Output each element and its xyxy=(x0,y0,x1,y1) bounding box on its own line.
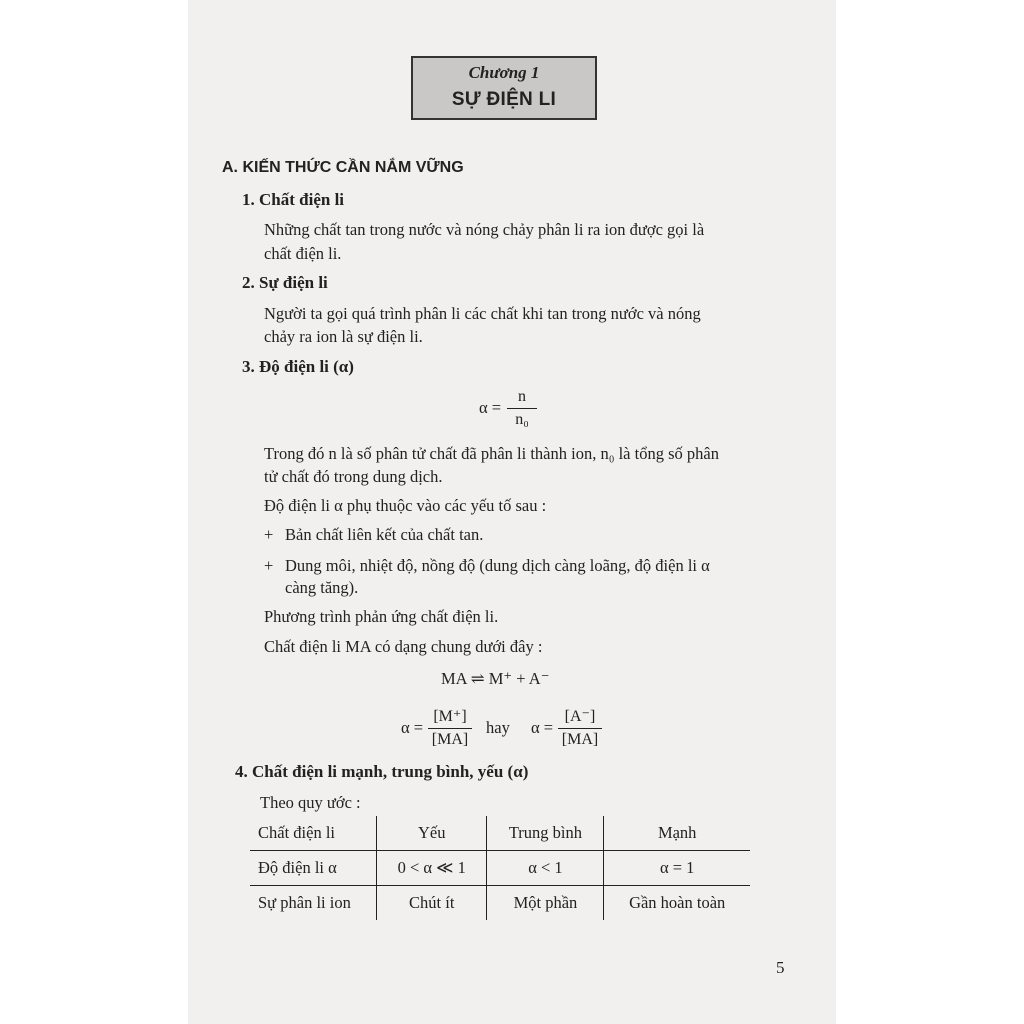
bullet1-mark: + xyxy=(264,525,274,544)
item4-heading: 4. Chất điện li mạnh, trung bình, yếu (α) xyxy=(235,762,529,781)
chapter-title: SỰ ĐIỆN LI xyxy=(451,89,557,110)
table-header-cell: Trung bình xyxy=(487,816,604,851)
fraction-bar xyxy=(428,728,472,729)
item1-line1: Những chất tan trong nước và nóng chảy phân li ra ion được gọi là xyxy=(264,220,705,239)
alpha-lhs-1: α = xyxy=(401,718,424,737)
table-header-cell: Chất điện li xyxy=(250,816,377,851)
table-row xyxy=(250,851,750,886)
electrolyte-table xyxy=(250,816,750,920)
page-number: 5 xyxy=(776,958,785,977)
table-cell: Sự phân li ion xyxy=(258,893,351,912)
table-header-cell: Mạnh xyxy=(604,816,750,851)
equilibrium-equation: MA ⇌ M⁺ + A⁻ xyxy=(441,669,550,688)
equation-intro: Phương trình phản ứng chất điện li. xyxy=(264,607,499,626)
table-header-row xyxy=(250,816,750,851)
cation-denominator: [MA] xyxy=(431,731,469,748)
bullet2-line1: Dung môi, nhiệt độ, nồng độ (dung dịch càng loãng, độ điện li α xyxy=(285,556,710,575)
fraction-bar xyxy=(507,408,537,409)
alpha-fraction-cation xyxy=(428,706,472,749)
table-cell: α = 1 xyxy=(604,851,750,886)
cation-numerator: [M⁺] xyxy=(433,708,467,725)
item2-line1: Người ta gọi quá trình phân li các chất khi tan trong nước và nóng xyxy=(264,304,701,323)
chapter-label: Chương 1 xyxy=(468,63,540,82)
alpha-fraction-anion xyxy=(558,706,602,749)
chapter-header-box xyxy=(411,56,597,120)
bullet2-line2: càng tăng). xyxy=(285,578,359,597)
alpha-fraction-denominator: n₀ xyxy=(515,411,529,428)
table-cell: Gần hoàn toàn xyxy=(604,886,750,921)
anion-denominator: [MA] xyxy=(561,731,599,748)
section-a-heading: A. KIẾN THỨC CẦN NẮM VỮNG xyxy=(222,159,464,176)
item3-heading: 3. Độ điện li (α) xyxy=(242,357,354,376)
hay-word: hay xyxy=(486,718,510,737)
ma-intro: Chất điện li MA có dạng chung dưới đây : xyxy=(264,637,543,656)
anion-numerator: [A⁻] xyxy=(564,708,596,725)
bullet2-mark: + xyxy=(264,556,274,575)
item3-explain-line2: tử chất đó trong dung dịch. xyxy=(264,467,443,486)
item2-line2: chảy ra ion là sự điện li. xyxy=(264,327,423,346)
bullet1-text: Bản chất liên kết của chất tan. xyxy=(285,525,484,544)
alpha-formula-lhs: α = xyxy=(479,398,502,417)
table-cell: α < 1 xyxy=(487,851,604,886)
item1-heading: 1. Chất điện li xyxy=(242,190,345,209)
table-header-cell: Yếu xyxy=(377,816,487,851)
table-cell: 0 < α ≪ 1 xyxy=(377,851,487,886)
item2-heading: 2. Sự điện li xyxy=(242,273,328,292)
alpha-fraction xyxy=(507,388,537,429)
item3-factors-intro: Độ điện li α phụ thuộc vào các yếu tố sau : xyxy=(264,496,547,515)
table-cell: Một phần xyxy=(487,886,604,921)
alpha-fraction-numerator: n xyxy=(518,388,526,405)
table-row xyxy=(250,886,750,921)
fraction-bar xyxy=(558,728,602,729)
item4-intro: Theo quy ước : xyxy=(260,793,361,812)
item1-line2: chất điện li. xyxy=(264,244,342,263)
alpha-lhs-2: α = xyxy=(531,718,554,737)
item3-explain-line1: Trong đó n là số phân tử chất đã phân li thành ion, n₀ là tổng số phân xyxy=(264,444,719,463)
table-cell: Độ điện li α xyxy=(250,851,377,886)
table-cell: Chút ít xyxy=(377,886,487,921)
